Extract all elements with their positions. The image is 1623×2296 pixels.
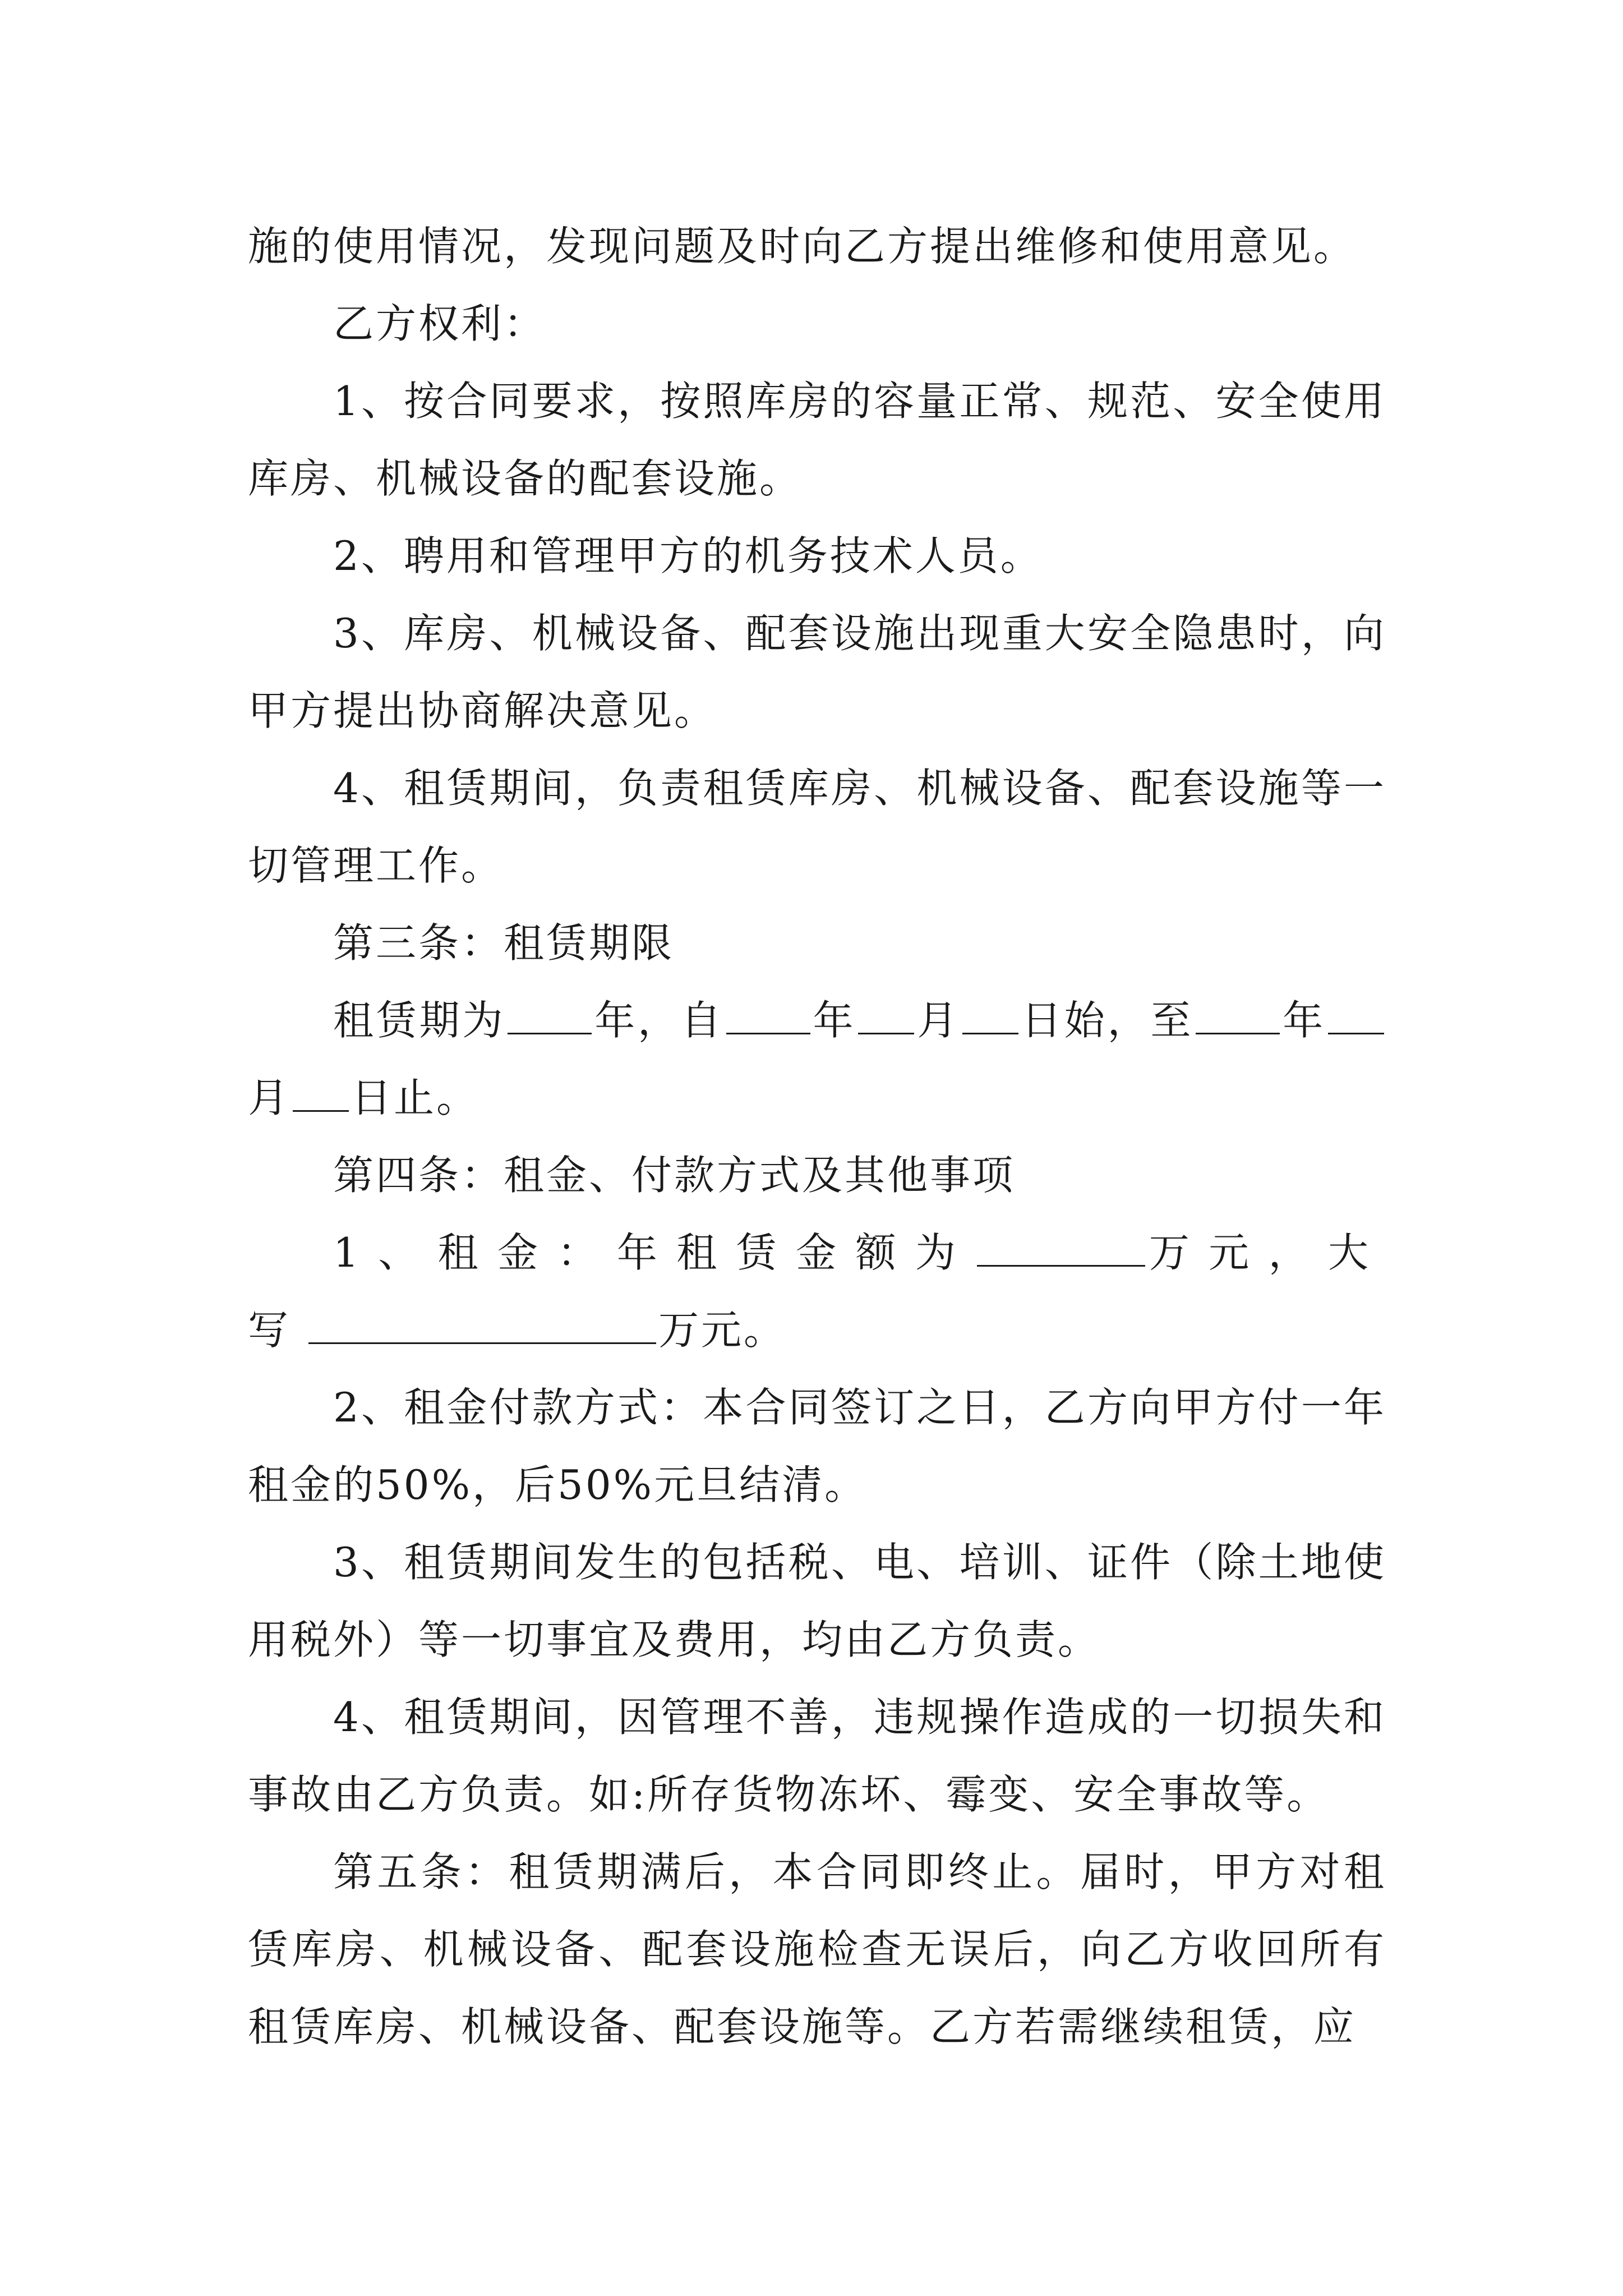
- blank-rent-amount: [977, 1230, 1145, 1267]
- blank-start-day: [962, 998, 1018, 1034]
- term-text-6: 年: [1282, 997, 1326, 1044]
- article-5: 第五条：租赁期满后，本合同即终止。届时，甲方对租赁库房、机械设备、配套设施检查无误后，向乙方收回所有租赁库房、机械设备、配套设施等。乙方若需继续租赁，应: [248, 1848, 1386, 2050]
- blank-rent-capital: [308, 1308, 656, 1344]
- blank-years: [508, 998, 592, 1034]
- blank-start-month: [858, 998, 914, 1034]
- blank-start-year: [726, 998, 810, 1034]
- term-text-1: 租赁期为: [333, 997, 506, 1044]
- paragraph-continuation: 施的使用情况，发现问题及时向乙方提出维修和使用意见。: [248, 223, 1357, 270]
- b-right-1: 1、按合同要求，按照库房的容量正常、规范、安全使用库房、机械设备的配套设施。: [248, 378, 1386, 502]
- term-text-3: 年: [812, 997, 856, 1044]
- rent-text-1: 1、租金：年租赁金额为: [333, 1229, 975, 1276]
- b-right-3: 3、库房、机械设备、配套设施出现重大安全隐患时，向甲方提出协商解决意见。: [248, 610, 1386, 734]
- blank-end-year: [1196, 998, 1280, 1034]
- article-4-title: 第四条：租金、付款方式及其他事项: [333, 1152, 1016, 1199]
- document-body: [248, 208, 1386, 2065]
- b-right-4: 4、租赁期间，负责租赁库房、机械设备、配套设施等一切管理工作。: [248, 765, 1386, 889]
- rent-text-3: 万元。: [658, 1306, 787, 1354]
- rent-text-2: 万元，大写: [248, 1229, 1386, 1354]
- blank-end-day: [293, 1075, 349, 1112]
- item-2-payment: 2、租金付款方式：本合同签订之日，乙方向甲方付一年租金的50%，后50%元旦结清。: [248, 1384, 1386, 1508]
- rent-paragraph: [248, 1214, 1386, 1369]
- term-text-7: 月: [248, 1074, 291, 1121]
- item-4-liability: 4、租赁期间，因管理不善，违规操作造成的一切损失和事故由乙方负责。如:所存货物冻坏、霉变、安全事故等。: [248, 1694, 1386, 1818]
- term-text-4: 月: [916, 997, 961, 1044]
- article-3-title: 第三条：租赁期限: [333, 919, 675, 967]
- section-b-rights-title: 乙方权利：: [333, 300, 547, 347]
- item-3-fees: 3、租赁期间发生的包括税、电、培训、证件（除土地使用税外）等一切事宜及费用，均由乙方负责。: [248, 1539, 1386, 1663]
- term-text-2: 年，自: [594, 997, 724, 1044]
- lease-term-paragraph: [248, 982, 1386, 1137]
- blank-end-month: [1328, 998, 1384, 1034]
- b-right-2: 2、聘用和管理甲方的机务技术人员。: [333, 532, 1043, 579]
- term-text-8: 日止。: [351, 1074, 479, 1121]
- term-text-5: 日始，至: [1021, 997, 1194, 1044]
